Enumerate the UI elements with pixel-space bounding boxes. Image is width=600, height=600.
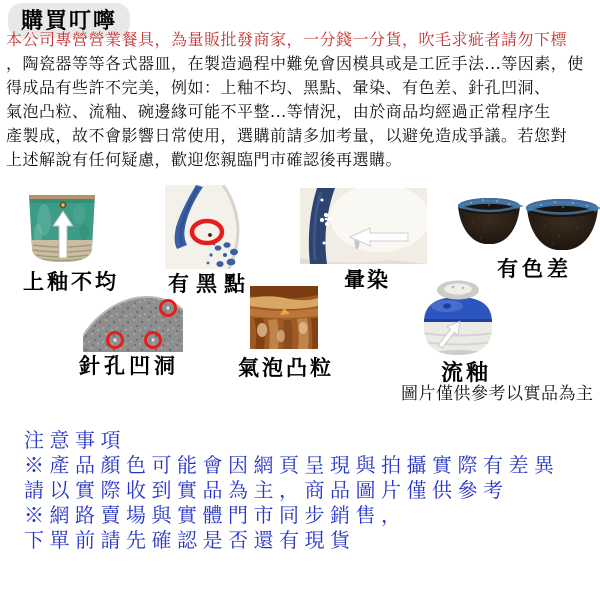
- intro-line: ，陶瓷器等等各式器皿，在製造過程中難免會因模具或是工匠手法...等因素，使: [6, 54, 584, 73]
- defect-image-smudge: [300, 188, 427, 268]
- defect-label-uneven-glaze: 上釉不均: [23, 269, 119, 294]
- defect-label-glaze-run: 流釉: [441, 360, 492, 386]
- defect-image-uneven-glaze: [24, 190, 100, 271]
- defect-image-pinholes: [83, 290, 183, 356]
- defect-label-bubble-bumps: 氣泡凸粒: [238, 355, 334, 380]
- defect-label-smudge: 暈染: [344, 267, 390, 292]
- intro-line: 產製成，故不會影響日常使用，選購前請多加考量，以避免造成爭議。若您對: [6, 126, 568, 145]
- intro-paragraph: [6, 28, 598, 172]
- defect-image-glaze-run: [417, 276, 499, 362]
- intro-line: 得成品有些許不完美，例如：上釉不均、黑點、暈染、有色差、針孔凹洞、: [6, 78, 551, 97]
- defect-image-black-spot: [165, 185, 245, 273]
- defect-label-color-difference: 有色差: [497, 256, 572, 281]
- notes-section: [24, 428, 560, 553]
- defect-label-pinholes: 針孔凹洞: [79, 353, 179, 378]
- defect-image-color-difference: [455, 194, 600, 258]
- glaze-run-flaw: [443, 303, 451, 308]
- defect-image-bubble-bumps: [250, 286, 318, 353]
- page-title: 購買叮嚀: [8, 3, 130, 38]
- intro-red-line: 本公司專營營業餐具，為量販批發商家，一分錢一分貨，吹毛求疵者請勿下標: [6, 30, 568, 49]
- intro-line: 上述解說有任何疑慮，歡迎您親臨門市確認後再選購。: [6, 150, 403, 169]
- notes-title: 注意事項: [24, 428, 126, 452]
- notes-line: ※產品顏色可能會因網頁呈現與拍攝實際有差異: [24, 453, 560, 477]
- dark-bowl-right: [526, 199, 598, 250]
- intro-line: 氣泡凸粒、流釉、碗邊緣可能不平整...等情況，由於商品均經過正常程序生: [6, 102, 551, 121]
- notes-line: 下單前請先確認是否還有現貨: [24, 528, 356, 552]
- notes-line: 請以實際收到實品為主，商品圖片僅供參考: [24, 478, 509, 502]
- notes-line: ※網路賣場與實體門市同步銷售，: [24, 503, 407, 527]
- defect-label-black-spot: 有黑點: [168, 271, 252, 296]
- black-spot-dot: [208, 233, 212, 237]
- image-disclaimer: 圖片僅供參考以實品為主: [401, 384, 594, 404]
- dark-bowl-left: [458, 198, 520, 244]
